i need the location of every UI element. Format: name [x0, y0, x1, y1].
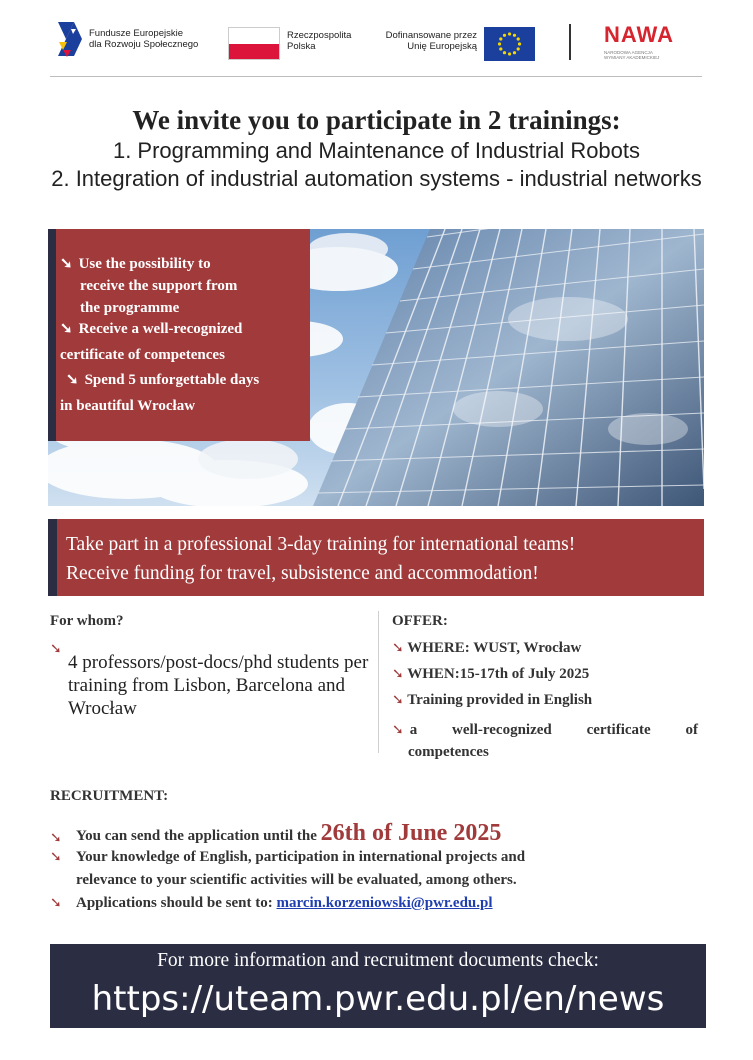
- arrow-down-right-icon: ➘: [392, 692, 404, 708]
- recruitment-heading: RECRUITMENT:: [50, 788, 169, 804]
- arrow-down-right-icon: ➘: [60, 256, 73, 272]
- arrow-down-right-icon: ➘: [60, 321, 73, 337]
- offer-when: [392, 664, 698, 684]
- recruitment-deadline: 26th of June 2025: [320, 820, 502, 846]
- recruitment-section: [50, 786, 710, 913]
- footer-url-link[interactable]: https://uteam.pwr.edu.pl/en/news: [91, 979, 665, 1019]
- recruitment-contact-row: [50, 893, 710, 913]
- for-whom-section: [50, 611, 370, 719]
- benefits-list: [60, 253, 308, 417]
- nawa-sub-line2: WYMIANY AKADEMICKIEJ: [604, 55, 660, 60]
- arrow-down-right-icon: ➘: [66, 372, 79, 388]
- training-2-title: 2. Integration of industrial automation systems - industrial networks: [51, 166, 702, 191]
- arrow-down-right-icon: ➘: [392, 640, 404, 656]
- offer-language: [392, 690, 698, 710]
- banner-line1: Take part in a professional 3-day training for international teams!: [66, 534, 576, 555]
- header-divider: [50, 76, 702, 77]
- offer-when-text: WHEN:15-17th of July 2025: [407, 666, 590, 682]
- recruitment-contact-prefix: Applications should be sent to:: [76, 895, 273, 911]
- benefit-wroclaw: [60, 369, 308, 417]
- offer-list: [392, 638, 698, 762]
- fe-logo-line2: dla Rozwoju Społecznego: [89, 39, 199, 50]
- arrow-down-right-icon: ➘: [50, 641, 62, 657]
- recruitment-evaluation-line2: relevance to your scientific activities will be evaluated, among others.: [76, 872, 517, 888]
- benefit-support: [60, 253, 308, 319]
- recruitment-evaluation-row: [50, 847, 710, 890]
- eu-logo-text: [377, 30, 477, 52]
- banner-line2: Receive funding for travel, subsistence and accommodation!: [66, 563, 539, 584]
- benefit-certificate-line1: Receive a well-recognized: [78, 321, 243, 337]
- offer-language-text: Training provided in English: [407, 692, 593, 708]
- nawa-logo-subtitle: [604, 50, 694, 60]
- rp-logo-line1: Rzeczpospolita: [287, 30, 352, 41]
- banner-text: [66, 530, 701, 588]
- footer-info-text: For more information and recruitment documents check:: [157, 950, 599, 971]
- for-whom-heading: For whom?: [50, 613, 124, 629]
- arrow-down-right-icon: ➘: [392, 722, 404, 738]
- eu-logo-line2: Unię Europejską: [407, 41, 477, 52]
- benefits-box-accent: [48, 229, 56, 441]
- nawa-sub-line1: NARODOWA AGENCJA: [604, 50, 653, 55]
- training-1-title: 1. Programming and Maintenance of Industrial Robots: [112, 138, 641, 163]
- offer-certificate-line2: competences: [408, 744, 489, 760]
- fe-logo-text: [89, 28, 198, 50]
- offer-where: [392, 638, 698, 658]
- recruitment-deadline-row: [50, 820, 710, 846]
- banner-accent: [48, 519, 57, 596]
- arrow-down-right-icon: ➘: [50, 849, 62, 865]
- benefit-wroclaw-line2: in beautiful Wrocław: [60, 398, 196, 414]
- more-info-footer: [50, 944, 706, 1028]
- logo-divider: [569, 24, 571, 60]
- funding-banner: [48, 519, 704, 596]
- title-block: [40, 103, 713, 193]
- eu-flag-icon: [484, 27, 535, 61]
- nawa-logo: [604, 22, 694, 68]
- benefit-wroclaw-line1: Spend 5 unforgettable days: [84, 372, 260, 388]
- fundusze-europejskie-logo-icon: [57, 20, 83, 58]
- polish-flag-icon: [228, 27, 280, 60]
- eu-logo-line1: Dofinansowane przez: [385, 30, 477, 41]
- contact-email-link[interactable]: marcin.korzeniowski@pwr.edu.pl: [276, 895, 493, 911]
- offer-where-text: WHERE: WUST, Wrocław: [407, 640, 582, 656]
- arrow-down-right-icon: ➘: [50, 895, 62, 911]
- benefit-support-line2: receive the support from: [80, 278, 238, 294]
- benefit-certificate-line2: certificate of competences: [60, 347, 225, 363]
- recruitment-evaluation-line1: Your knowledge of English, participation in international projects and: [76, 849, 526, 865]
- fe-logo-line1: Fundusze Europejskie: [89, 28, 183, 39]
- offer-certificate: [392, 720, 698, 740]
- offer-heading: OFFER:: [392, 613, 448, 629]
- page-title: We invite you to participate in 2 trainings:: [132, 105, 621, 135]
- column-divider: [378, 611, 379, 753]
- offer-certificate-line1: a well-recognized certificate of: [409, 722, 698, 738]
- recruitment-deadline-prefix: You can send the application until the: [76, 828, 317, 844]
- benefit-certificate: [60, 318, 308, 366]
- rp-logo-text: [287, 30, 351, 52]
- nawa-logo-word: NAWA: [604, 22, 674, 47]
- arrow-down-right-icon: ➘: [392, 666, 404, 682]
- offer-section: [392, 611, 698, 768]
- for-whom-text: 4 professors/post-docs/phd students per training from Lisbon, Barcelona and Wrocław: [68, 652, 369, 719]
- logo-header: [0, 0, 753, 78]
- benefit-support-line1: Use the possibility to: [78, 256, 211, 272]
- benefits-box: [48, 229, 310, 441]
- arrow-down-right-icon: ➘: [50, 830, 62, 846]
- benefit-support-line3: the programme: [80, 300, 180, 316]
- rp-logo-line2: Polska: [287, 41, 316, 52]
